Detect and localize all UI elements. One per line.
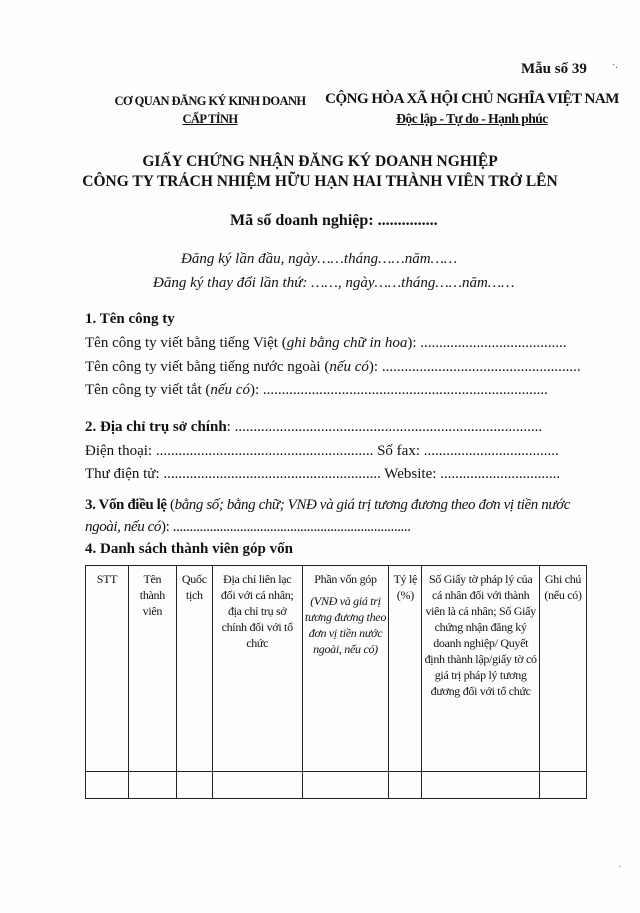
nation-motto: Độc lập - Tự do - Hạnh phúc [396,111,548,126]
registration-change: Đăng ký thay đổi lần thứ: ……, ngày……tháng……năm…… [153,275,515,291]
table-cell [540,772,587,799]
corner-mark-bottom: · [618,862,622,873]
form-number: Mẫu số 39 [521,61,587,77]
agency-line2: CẤP TỈNH [182,112,238,126]
col-note [540,566,587,772]
section3-note-open: ( [166,497,175,513]
col-stt: STT [86,566,129,772]
company-name-short-label: Tên công ty viết tắt ( [85,382,211,398]
members-table-header [86,566,587,772]
company-name-vn-note: ghi bằng chữ in hoa [286,335,408,351]
table-cell [86,772,129,799]
section2-heading-tail: : .................................................................................. [226,419,543,435]
company-name-short-row [85,382,548,399]
email-website-row: Thư điện tử: .......................................................... Website: ................................ [85,466,561,482]
company-name-foreign-label: Tên công ty viết bằng tiếng nước ngoài ( [85,359,330,375]
table-cell [302,772,389,799]
members-table-row [86,772,587,799]
section3-tail: ): ....................................................................... [161,519,411,535]
col-note-label: Ghi chú [544,572,582,586]
col-legal-doc: Số Giấy tờ pháp lý của cá nhân đối với thành viên là cá nhân; Số Giấy chứng nhận đăng ký doanh nghiệp/ Quyết định thành lập/giấy tờ có giá trị pháp lý tương đương đối với tổ chức [422,566,540,772]
table-cell [128,772,176,799]
col-note-note: (nếu có) [544,588,582,602]
nation-title: CỘNG HÒA XÃ HỘI CHỦ NGHĨA VIỆT NAM [325,91,619,107]
phone-fax-row: Điện thoại: .......................................................... Số fax: .................................... [85,443,559,459]
company-name-short-tail: ): ............................................................................ [249,382,548,398]
col-nationality: Quốc tịch [176,566,212,772]
table-cell [389,772,422,799]
title-line2: CÔNG TY TRÁCH NHIỆM HỮU HẠN HAI THÀNH VIÊN TRỞ LÊN [82,173,558,190]
col-capital-label: Phần vốn góp [314,572,377,586]
registration-first: Đăng ký lần đầu, ngày……tháng……năm…… [181,251,458,267]
col-member-name: Tên thành viên [128,566,176,772]
col-address: Địa chỉ liên lạc đối với cá nhân; địa chỉ trụ sở chính đối với tổ chức [212,566,302,772]
col-ratio: Tỷ lệ (%) [389,566,422,772]
section2-heading-row [85,419,542,436]
company-name-foreign-row [85,359,581,376]
document-title [40,152,600,192]
table-cell [422,772,540,799]
agency-block [100,92,320,128]
title-line1: GIẤY CHỨNG NHẬN ĐĂNG KÝ DOANH NGHIỆP [142,153,498,170]
section4-heading: 4. Danh sách thành viên góp vốn [85,541,293,557]
table-cell [212,772,302,799]
section3-note: bằng số; bằng chữ; VNĐ và giá trị tương đương theo đơn vị tiền nước ngoài, nếu có [85,497,570,535]
company-name-vn-label: Tên công ty viết bằng tiếng Việt ( [85,335,287,351]
company-name-vn-row [85,335,567,352]
members-table [85,565,587,799]
section1-heading: 1. Tên công ty [85,311,175,327]
company-name-vn-tail: ): ....................................... [407,335,567,351]
section2-heading: 2. Địa chỉ trụ sở chính [85,419,227,435]
col-capital-note: (VNĐ và giá trị tương đương theo đơn vị tiền nước ngoài, nếu có) [304,594,387,656]
nation-block [322,90,622,128]
company-name-foreign-tail: ): ..................................................... [368,359,581,375]
company-name-foreign-note: nếu có [329,359,369,375]
agency-line1: CƠ QUAN ĐĂNG KÝ KINH DOANH [114,94,306,108]
corner-mark: ·. [612,60,618,71]
company-name-short-note: nếu có [210,382,250,398]
table-cell [176,772,212,799]
enterprise-code: Mã số doanh nghiệp: ............... [230,212,438,229]
section3-heading: 3. Vốn điều lệ [85,497,167,513]
section3-block [85,494,590,538]
col-capital [302,566,389,772]
